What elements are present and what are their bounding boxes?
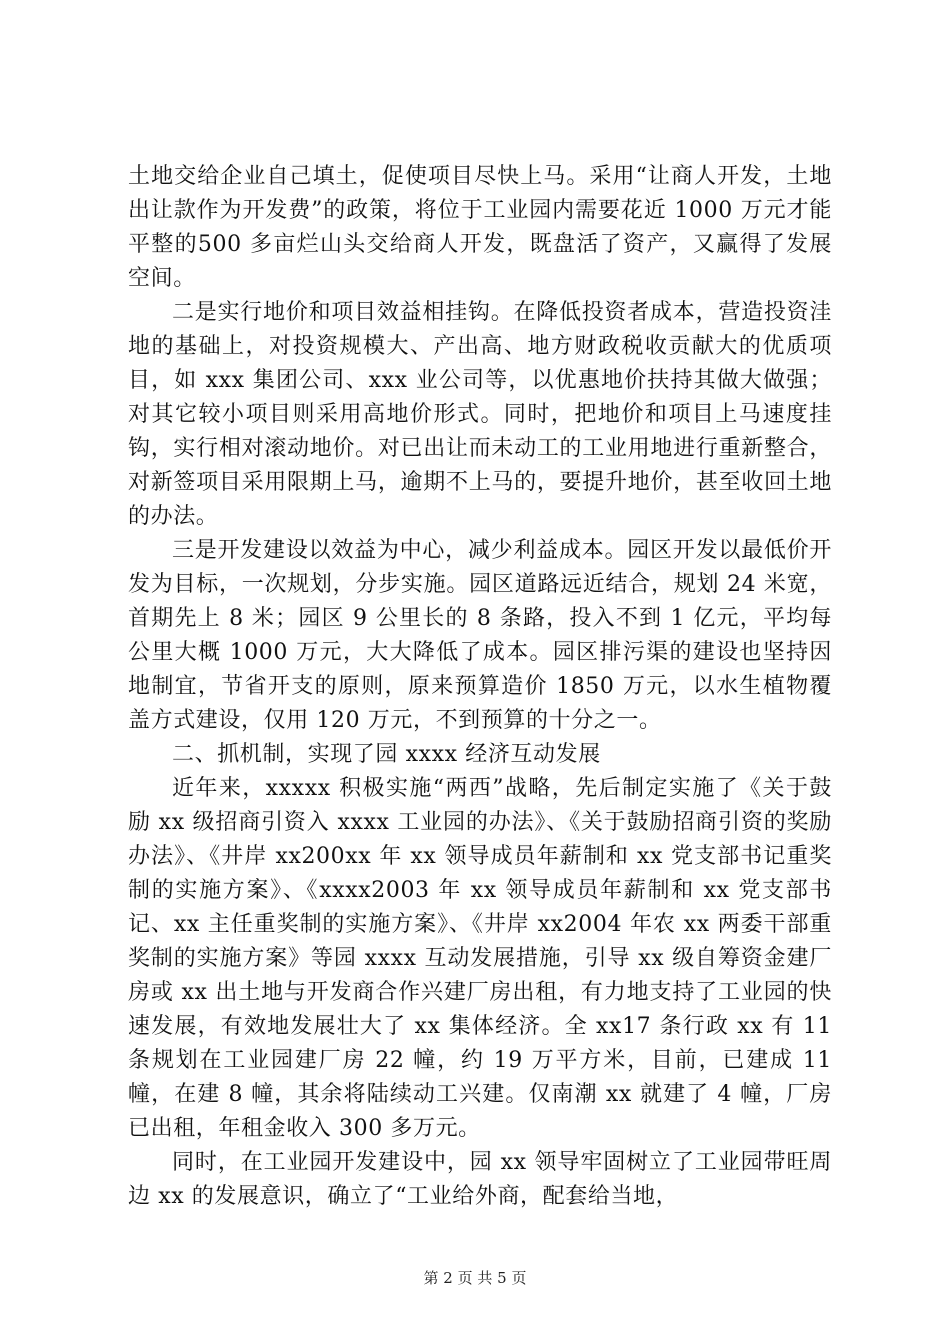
paragraph-cost-reduction: 三是开发建设以效益为中心，减少利益成本。园区开发以最低价开发为目标，一次规划，分步实施。园区道路远近结合，规划 24 米宽，首期先上 8 米；园区 9 公里长的 8 条路，投入不到 1 亿元，平均每公里大概 1000 万元，大大降低了成本。园区排污渠的建设也坚持因地制宜，节省开支的原则，原来预算造价 1850 万元，以水生植物覆盖方式建设，仅用 120 万元，不到预算的十分之一。 bbox=[128, 538, 832, 733]
paragraph-meanwhile: 同时，在工业园开发建设中，园 xx 领导牢固树立了工业园带旺周边 xx 的发展意识，确立了“工业给外商，配套给当地， bbox=[128, 1150, 832, 1209]
paragraph-land-developer: 土地交给企业自己填土，促使项目尽快上马。采用“让商人开发，土地出让款作为开发费”的政策，将位于工业园内需要花近 1000 万元才能平整的500 多亩烂山头交给商人开发，既盘活了资产，又赢得了发展空间。 bbox=[128, 164, 832, 291]
paragraph-recent-years: 近年来，xxxxx 积极实施“两西”战略，先后制定实施了《关于鼓励 xx 级招商引资入 xxxx 工业园的办法》、《关于鼓励招商引资的奖励办法》、《井岸 xx200xx 年 xx 领导成员年薪制和 xx 党支部书记重奖制的实施方案》、《xxxx2003 年 xx 领导成员年薪制和 xx 党支部书记、xx 主任重奖制的实施方案》、《井岸 xx2004 年农 xx 两委干部重奖制的实施方案》等园 xxxx 互动发展措施，引导 xx 级自筹资金建厂房或 xx 出土地与开发商合作兴建厂房出租，有力地支持了工业园的快速发展，有效地发展壮大了 xx 集体经济。全 xx17 条行政 xx 有 11 条规划在工业园建厂房 22 幢，约 19 万平方米，目前，已建成 11 幢，在建 8 幢，其余将陆续动工兴建。仅南潮 xx 就建了 4 幢，厂房已出租，年租金收入 300 多万元。 bbox=[128, 776, 832, 1141]
page-number-footer: 第 2 页 共 5 页 bbox=[423, 1269, 527, 1287]
section-heading-mechanism: 二、抓机制，实现了园 xxxx 经济互动发展 bbox=[172, 742, 601, 767]
document-body bbox=[128, 160, 832, 1214]
paragraph-land-price-link: 二是实行地价和项目效益相挂钩。在降低投资者成本，营造投资洼地的基础上，对投资规模大、产出高、地方财政税收贡献大的优质项目，如 xxx 集团公司、xxx 业公司等，以优惠地价扶持其做大做强；对其它较小项目则采用高地价形式。同时，把地价和项目上马速度挂钩，实行相对滚动地价。对已出让而未动工的工业用地进行重新整合，对新签项目采用限期上马，逾期不上马的，要提升地价，甚至收回土地的办法。 bbox=[128, 300, 832, 529]
